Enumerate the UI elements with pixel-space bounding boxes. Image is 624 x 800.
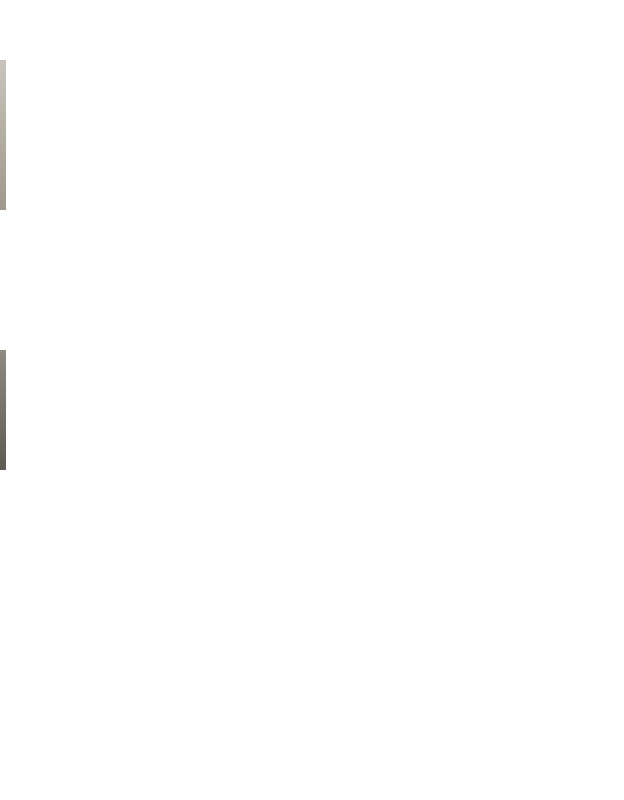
table-image (316, 355, 596, 560)
table-image (30, 355, 310, 560)
product-card-1874 (30, 355, 320, 675)
product-card-1877 (316, 355, 606, 675)
product-card-1980 (316, 35, 606, 355)
extension-diagram (30, 668, 610, 740)
left-edge-photo (0, 350, 6, 470)
left-edge-photo (0, 60, 6, 210)
table-image (316, 35, 596, 240)
table-image (30, 35, 310, 240)
product-card-1876 (30, 35, 320, 355)
